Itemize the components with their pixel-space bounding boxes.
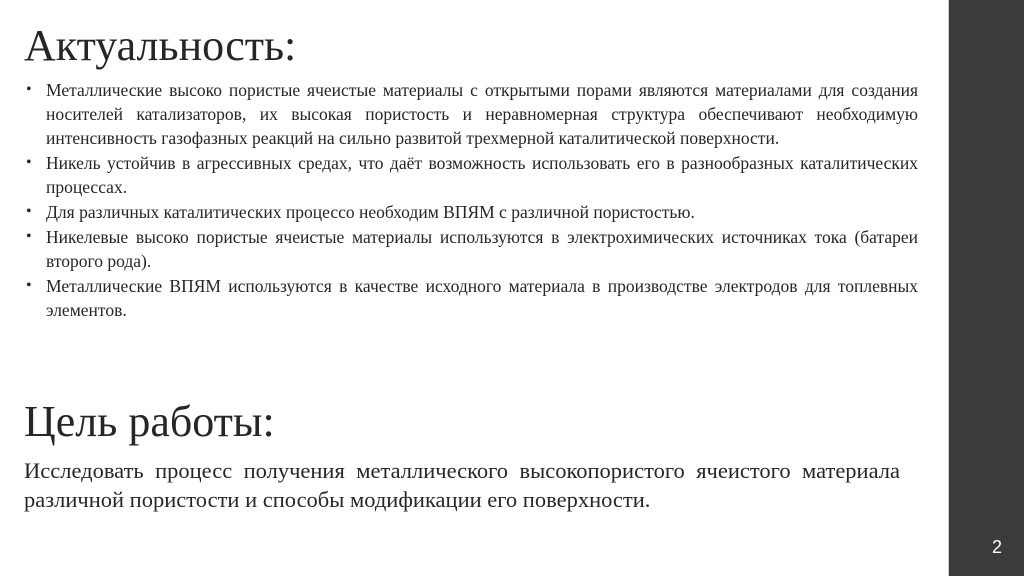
goal-heading: Цель работы: [24, 397, 275, 446]
bullet-text: Металлические высоко пористые ячеистые материалы с открытыми порами являются материалами для создания носителей катализаторов, их высокая пористость и неравномерная структура обеспечивают необходимую интенсивность газофазных реакций на сильно развитой трехмерной каталитической поверхности. [46, 80, 918, 148]
side-bar [948, 0, 1024, 576]
bullet-marker: • [26, 203, 32, 220]
bullet-text: Никелевые высоко пористые ячеистые материалы используются в электрохимических источниках тока (батареи второго рода). [46, 227, 918, 271]
relevance-heading: Актуальность: [24, 21, 297, 70]
bullet-marker: • [26, 81, 32, 98]
page-number: 2 [991, 537, 1002, 557]
bullet-marker: • [26, 277, 32, 294]
bullet-text: Никель устойчив в агрессивных средах, что даёт возможность использовать его в разнообразных каталитических процессах. [46, 153, 918, 197]
side-bar-divider [948, 0, 949, 576]
bullet-text: Для различных каталитических процессо необходим ВПЯМ с различной пористостью. [46, 202, 695, 222]
relevance-bullet-list [24, 78, 918, 323]
bullet-marker: • [26, 228, 32, 245]
bullet-item [24, 200, 918, 224]
bullet-item [24, 225, 918, 273]
bullet-item [24, 274, 918, 322]
bullet-marker: • [26, 154, 32, 171]
bullet-text: Металлические ВПЯМ используются в качестве исходного материала в производстве электродов для топлевных элементов. [46, 276, 918, 320]
bullet-item [24, 78, 918, 150]
goal-text: Исследовать процесс получения металлического высокопористого ячеистого материала различной пористости и способы модификации его поверхности. [24, 458, 900, 512]
bullet-item [24, 151, 918, 199]
